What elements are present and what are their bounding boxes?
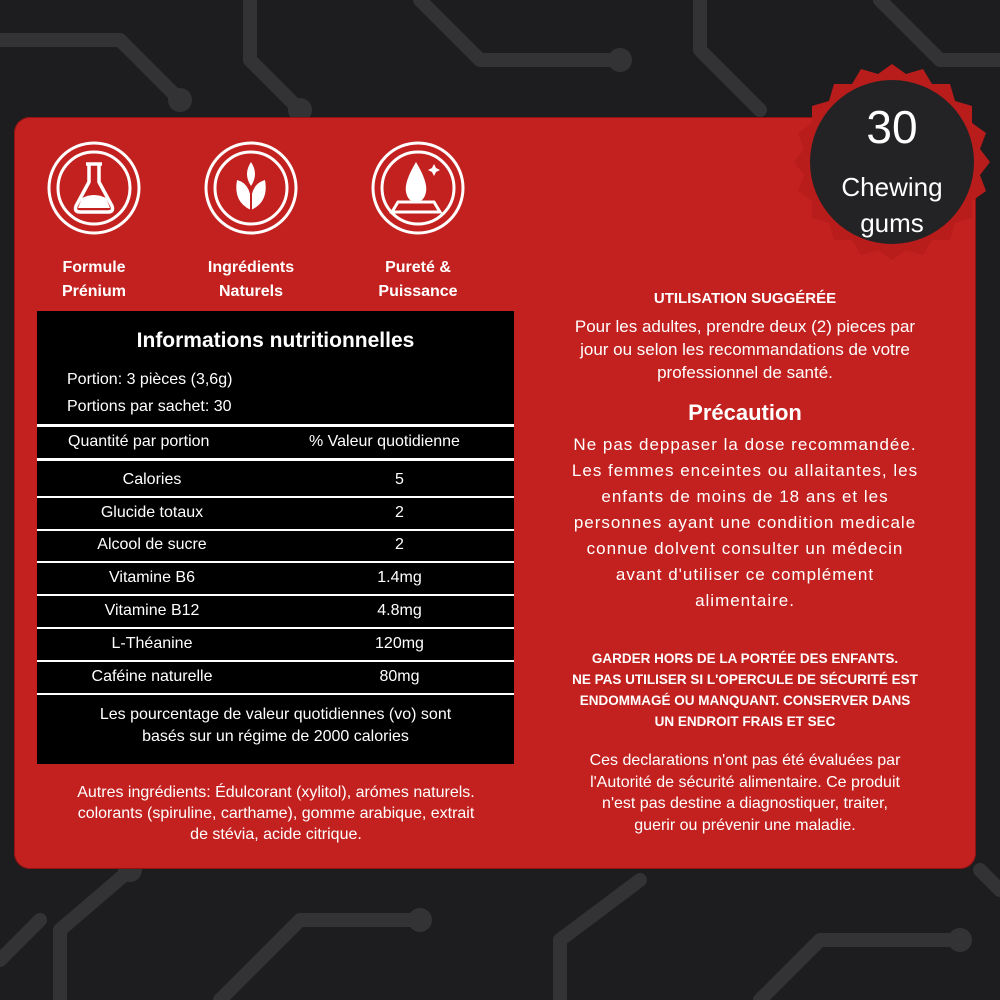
nutrient-name: Vitamine B12 <box>104 602 200 619</box>
nutrient-row <box>37 530 514 560</box>
nutrient-value: 80mg <box>379 668 420 685</box>
flask-icon <box>46 140 142 236</box>
nutrient-row <box>37 465 514 495</box>
count-badge <box>792 62 992 262</box>
nutrient-value: 2 <box>395 536 404 553</box>
divider <box>37 458 514 461</box>
disclaimer-line2: l'Autorité de sécurité alimentaire. Ce produit <box>590 773 900 791</box>
feature-formula-line1: Formule <box>62 259 126 276</box>
leaves-icon <box>203 140 299 236</box>
nutrient-value: 1.4mg <box>377 569 422 586</box>
badge-label-line2: gums <box>860 208 924 238</box>
badge-count: 30 <box>866 101 918 153</box>
precaution-heading: Précaution <box>688 400 802 425</box>
divider <box>37 424 514 427</box>
precaution-line4: personnes ayant une condition medicale <box>573 513 917 532</box>
nutrition-title: Informations nutritionnelles <box>136 329 415 352</box>
feature-ingredients-line2: Naturels <box>218 283 284 300</box>
feature-formula <box>24 140 164 304</box>
nutrient-value: 4.8mg <box>377 602 422 619</box>
portion-size: Portion: 3 pièces (3,6g) <box>67 371 233 388</box>
safety-warning <box>528 648 962 732</box>
nutrient-value: 5 <box>395 471 404 488</box>
portions-per-pack: Portions par sachet: 30 <box>67 398 232 415</box>
precaution-line6: avant d'utiliser ce complément <box>615 565 875 584</box>
feature-purity-line2: Puissance <box>378 283 458 300</box>
feature-ingredients-line1: Ingrédients <box>207 259 295 276</box>
feature-purity <box>348 140 488 304</box>
ingredients-line3: de stévia, acide citrique. <box>190 826 362 843</box>
nutrient-name: Caféine naturelle <box>91 668 213 685</box>
precaution-line3: enfants de moins de 18 ans et les <box>601 487 889 506</box>
usage-heading: UTILISATION SUGGÉRÉE <box>653 290 837 307</box>
warning-line4: UN ENDROIT FRAIS ET SEC <box>654 714 836 729</box>
nutrient-value: 120mg <box>375 635 424 652</box>
usage-text <box>525 315 965 384</box>
disclaimer-line4: guerir ou prévenir une maladie. <box>634 816 856 834</box>
nutrition-footnote <box>37 704 514 748</box>
nutrient-name: L-Théanine <box>111 635 193 652</box>
footnote-line2: basés sur un régime de 2000 calories <box>142 728 409 745</box>
nutrient-name: Alcool de sucre <box>97 536 207 553</box>
nutrient-row <box>37 498 514 528</box>
precaution-line5: connue dolvent consulter un médecin <box>586 539 904 558</box>
disclaimer-line1: Ces declarations n'ont pas été évaluées par <box>589 752 901 769</box>
nutrient-name: Vitamine B6 <box>109 569 195 586</box>
ingredients-line1: Autres ingrédients: Édulcorant (xylitol), arómes naturels. <box>77 784 475 801</box>
disclaimer-text <box>528 750 962 836</box>
nutrition-facts-table <box>37 311 514 764</box>
other-ingredients <box>26 782 526 845</box>
nutrient-value: 2 <box>395 504 404 521</box>
nutrient-row <box>37 629 514 659</box>
feature-purity-line1: Pureté & <box>385 259 451 276</box>
precaution-line7: alimentaire. <box>695 591 795 610</box>
precaution-text <box>525 432 965 614</box>
nutrient-row <box>37 596 514 626</box>
nutrient-name: Glucide totaux <box>100 504 204 521</box>
precaution-line2: Les femmes enceintes ou allaitantes, les <box>571 461 919 480</box>
usage-line2: jour ou selon les recommandations de votre <box>580 340 910 359</box>
feature-formula-line2: Prénium <box>61 283 126 300</box>
warning-line1: GARDER HORS DE LA PORTÉE DES ENFANTS. <box>591 651 899 666</box>
nutrient-name: Calories <box>122 471 182 488</box>
feature-ingredients <box>181 140 321 304</box>
nutrient-row <box>37 563 514 593</box>
column-header-daily-value: % Valeur quotidienne <box>309 433 460 450</box>
usage-line3: professionnel de santé. <box>657 363 833 382</box>
disclaimer-line3: n'est pas destine a diagnostiquer, traiter, <box>602 795 888 812</box>
footnote-line1: Les pourcentage de valeur quotidiennes (vo) sont <box>99 706 452 723</box>
row-divider <box>37 693 514 695</box>
warning-line3: ENDOMMAGÉ OU MANQUANT. CONSERVER DANS <box>579 693 911 708</box>
warning-line2: NE PAS UTILISER SI L'OPERCULE DE SÉCURITÉ EST <box>572 672 918 687</box>
ingredients-line2: colorants (spiruline, carthame), gomme arabique, extrait <box>77 805 475 822</box>
precaution-line1: Ne pas deppaser la dose recommandée. <box>573 435 917 454</box>
usage-line1: Pour les adultes, prendre deux (2) pieces par <box>574 317 916 336</box>
column-header-amount: Quantité par portion <box>68 433 210 450</box>
drop-icon <box>370 140 466 236</box>
nutrient-row <box>37 662 514 692</box>
badge-label-line1: Chewing <box>841 172 943 202</box>
